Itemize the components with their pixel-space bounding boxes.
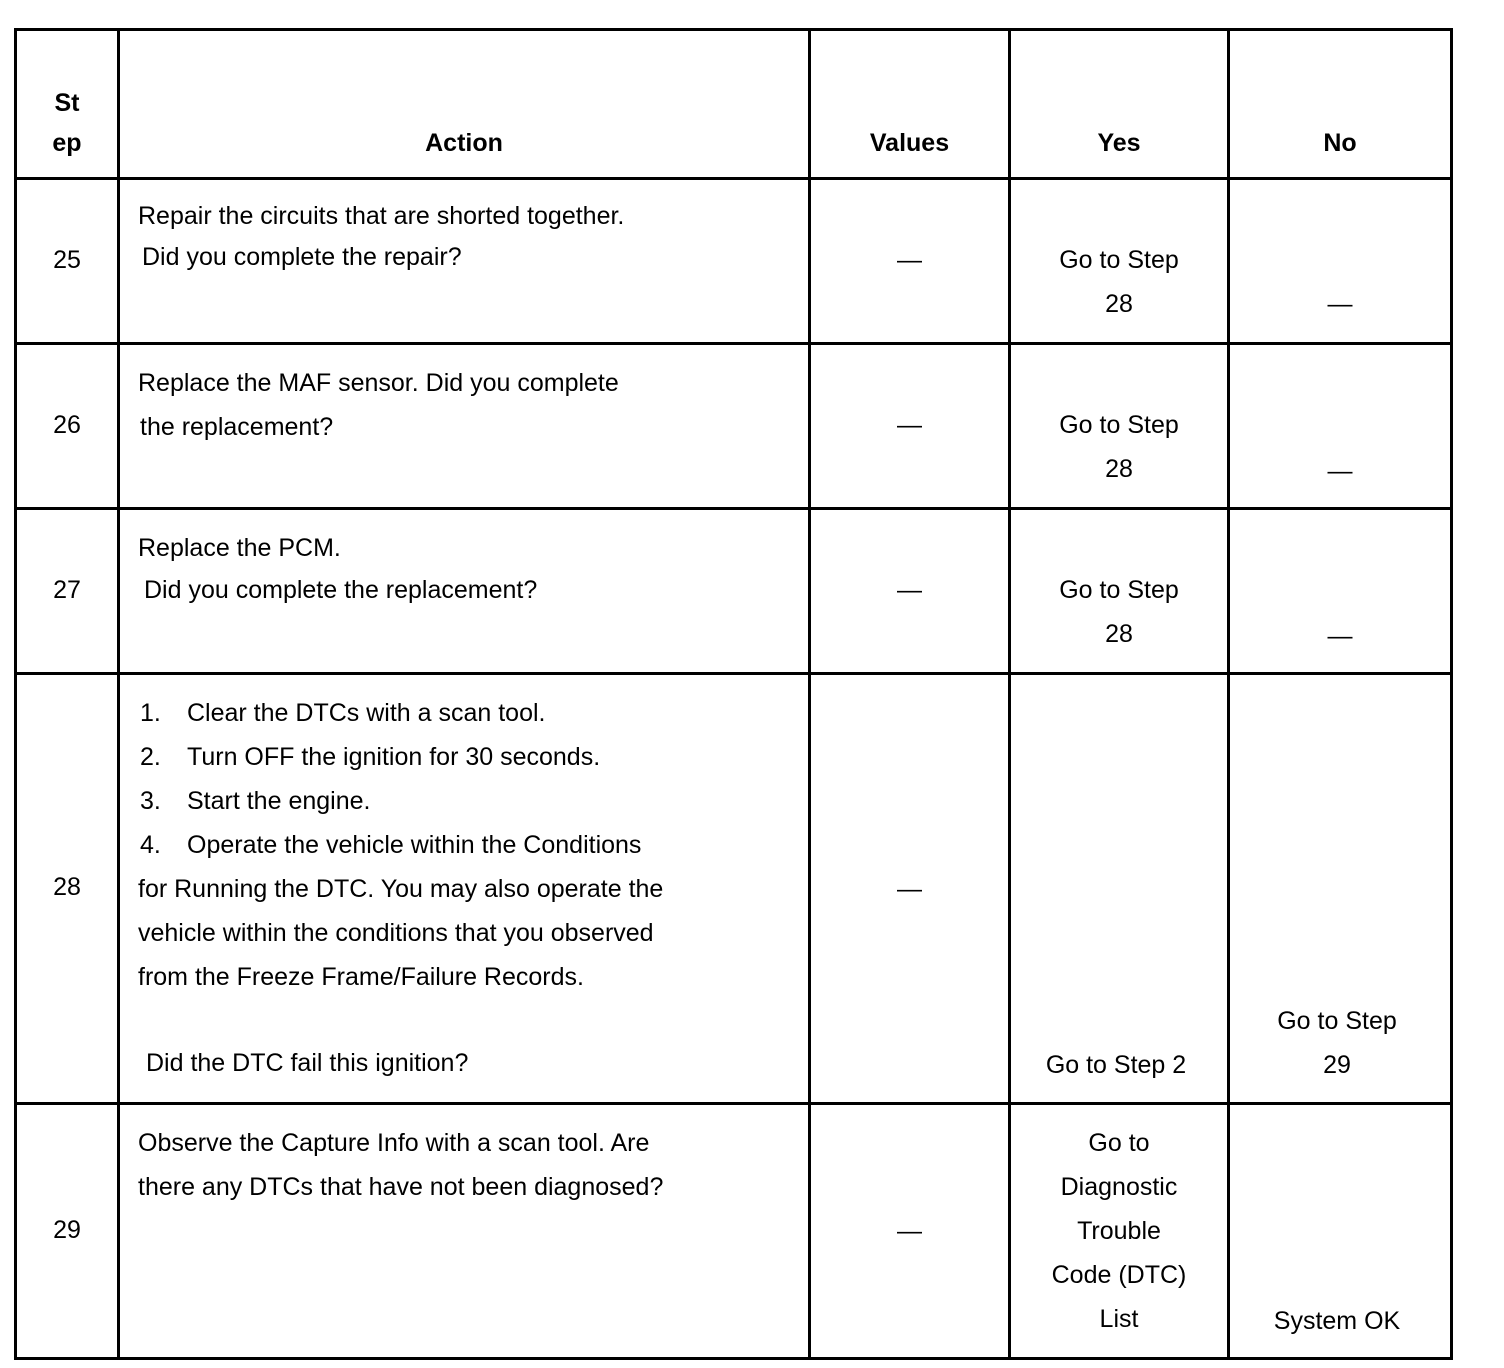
action-continuation-line: for Running the DTC. You may also operate the [138, 875, 664, 903]
list-item-number: 1. [140, 699, 161, 727]
no-cell [1229, 509, 1452, 674]
list-item-number: 2. [140, 743, 161, 771]
values-dash: — [897, 576, 922, 604]
yes-line: 28 [1105, 290, 1133, 318]
step-number: 25 [53, 246, 81, 274]
step-number: 26 [53, 411, 81, 439]
table-row [16, 674, 1452, 1104]
yes-line: Go to Step [1059, 576, 1179, 604]
diagnostic-table [14, 28, 1453, 1360]
yes-result [1011, 238, 1227, 326]
no-cell [1229, 344, 1452, 509]
action-line: Observe the Capture Info with a scan tool. Are [138, 1129, 650, 1157]
list-item [138, 735, 798, 779]
values-dash: — [897, 246, 922, 274]
values-dash: — [897, 875, 922, 903]
action-cell [119, 179, 810, 344]
yes-line: 28 [1105, 620, 1133, 648]
header-no-label: No [1323, 129, 1357, 157]
step-cell [16, 674, 119, 1104]
no-cell [1229, 674, 1452, 1104]
header-step-line1: St [54, 89, 80, 117]
yes-line: Go to Step [1059, 246, 1179, 274]
action-question: the replacement? [140, 413, 334, 441]
yes-cell [1010, 509, 1229, 674]
action-continuation-line: from the Freeze Frame/Failure Records. [138, 963, 584, 991]
step-number: 27 [53, 576, 81, 604]
action-text [138, 361, 798, 449]
step-cell [16, 179, 119, 344]
no-line: 29 [1323, 1051, 1351, 1079]
list-item [138, 779, 798, 823]
yes-line: Trouble [1077, 1217, 1161, 1245]
no-result: — [1327, 622, 1353, 650]
yes-cell [1010, 344, 1229, 509]
values-cell [810, 674, 1010, 1104]
header-step-line2: ep [52, 129, 82, 157]
header-yes [1010, 30, 1229, 179]
action-cell [119, 344, 810, 509]
action-cell [119, 1104, 810, 1359]
yes-line: Diagnostic [1060, 1173, 1178, 1201]
header-step [16, 30, 119, 179]
step-cell [16, 509, 119, 674]
action-line: there any DTCs that have not been diagnosed? [138, 1173, 664, 1201]
action-line: Replace the MAF sensor. Did you complete [138, 369, 619, 397]
values-cell [810, 179, 1010, 344]
header-action [119, 30, 810, 179]
header-yes-label: Yes [1097, 129, 1141, 157]
table-row [16, 344, 1452, 509]
action-text [138, 194, 798, 279]
header-values-label: Values [869, 129, 950, 157]
list-item [138, 691, 798, 735]
header-action-label: Action [425, 129, 503, 157]
yes-cell [1010, 674, 1229, 1104]
yes-cell [1010, 179, 1229, 344]
no-result: — [1327, 457, 1353, 485]
yes-result [1011, 403, 1227, 491]
values-cell [810, 1104, 1010, 1359]
values-dash: — [897, 411, 922, 439]
action-text [138, 691, 798, 1085]
yes-line: List [1099, 1305, 1139, 1333]
list-item-number: 3. [140, 787, 161, 815]
action-line: Repair the circuits that are shorted together. [138, 202, 625, 230]
action-text [138, 1121, 798, 1209]
step-cell [16, 1104, 119, 1359]
header-values [810, 30, 1010, 179]
no-cell [1229, 179, 1452, 344]
action-question: Did you complete the repair? [142, 243, 462, 271]
header-no [1229, 30, 1452, 179]
table-row [16, 509, 1452, 674]
action-text [138, 526, 798, 612]
step-number: 29 [53, 1216, 81, 1244]
action-cell [119, 674, 810, 1104]
list-item-text: Clear the DTCs with a scan tool. [187, 699, 546, 727]
yes-result [1011, 568, 1227, 656]
list-item-text: Operate the vehicle within the Conditions [187, 831, 642, 859]
table-row [16, 179, 1452, 344]
action-continuation-line: vehicle within the conditions that you observed [138, 919, 654, 947]
yes-result [1011, 1121, 1227, 1341]
list-item [138, 823, 798, 867]
list-item-text: Start the engine. [187, 787, 371, 815]
step-cell [16, 344, 119, 509]
yes-line: 28 [1105, 455, 1133, 483]
values-cell [810, 344, 1010, 509]
yes-cell [1010, 1104, 1229, 1359]
action-question: Did the DTC fail this ignition? [146, 1049, 469, 1077]
action-line: Replace the PCM. [138, 534, 341, 562]
action-question: Did you complete the replacement? [144, 576, 538, 604]
values-cell [810, 509, 1010, 674]
yes-result: Go to Step 2 [1045, 1051, 1187, 1079]
yes-line: Go to [1088, 1129, 1150, 1157]
list-item-number: 4. [140, 831, 161, 859]
table-row [16, 1104, 1452, 1359]
no-result: System OK [1273, 1307, 1401, 1335]
no-cell [1229, 1104, 1452, 1359]
no-line: Go to Step [1277, 1007, 1397, 1035]
action-cell [119, 509, 810, 674]
list-item-text: Turn OFF the ignition for 30 seconds. [187, 743, 601, 771]
values-dash: — [897, 1217, 922, 1245]
yes-line: Code (DTC) [1051, 1261, 1187, 1289]
step-number: 28 [53, 873, 81, 901]
no-result: — [1327, 290, 1353, 318]
no-result [1224, 999, 1450, 1087]
yes-line: Go to Step [1059, 411, 1179, 439]
header-row [16, 30, 1452, 179]
